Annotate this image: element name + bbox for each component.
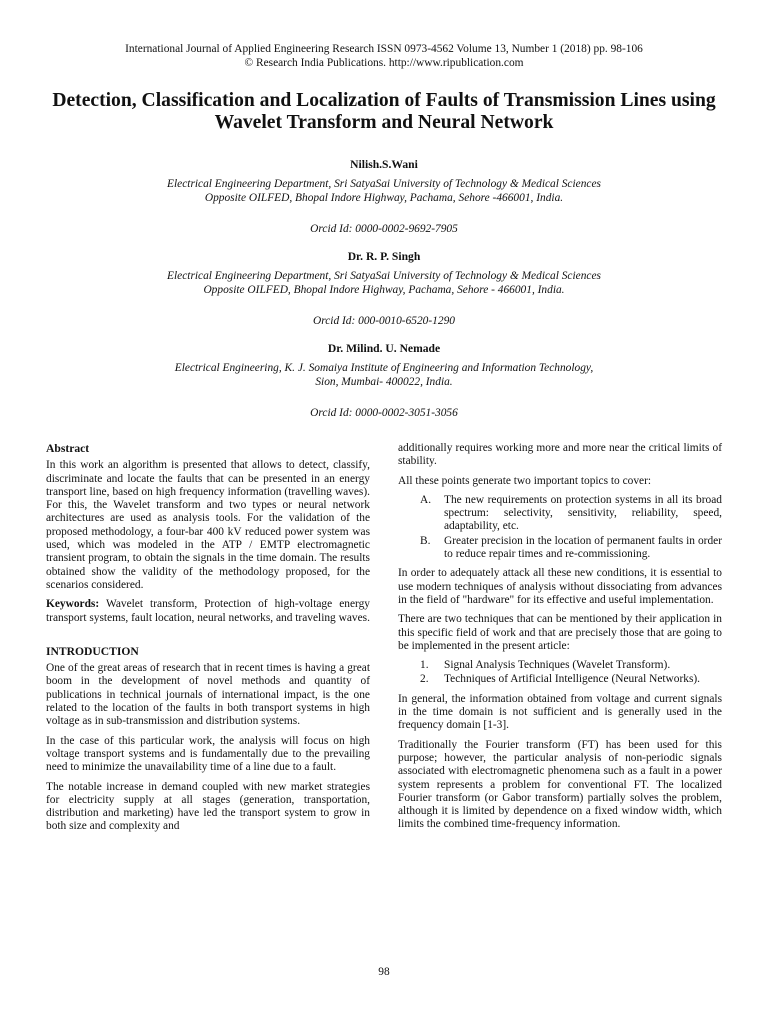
- author-block: [60, 158, 708, 434]
- body-paragraph: Traditionally the Fourier transform (FT) has been used for this purpose; however, the particular analysis of non-periodic signals associated with electromagnetic phenomena such as a fault in a power system represents a problem for conventional FT. The localized Fourier transform (or Gabor transform) partially solves the problem, although it is limited by dependence on a fixed window width, which limits the combined time-frequency information.: [398, 738, 722, 831]
- author-entry: [60, 250, 708, 328]
- keywords-text: Wavelet transform, Protection of high-voltage energy transport systems, fault location, neural networks, and traveling waves.: [46, 598, 370, 624]
- abstract-text: In this work an algorithm is presented that allows to detect, classify, discriminate and locate the faults that can be presented in an energy transport line, based on high frequency information (travelling waves). For this, the Wavelet transform and two types or neural network architectures are used as analysis tools. For the validation of the proposed methodology, a four-bar 400 kV reduced power system was used, which was modeled in the ATP / EMTP electromagnetic transient program, to obtain the signals in the time domain. The results obtained show the validity of the methodology proposed, for the scenarios considered.: [46, 459, 370, 591]
- abstract-heading: Abstract: [46, 442, 90, 455]
- author-affiliation: Electrical Engineering, K. J. Somaiya Institute of Engineering and Information Technology,: [174, 362, 594, 374]
- section-spacer: [46, 631, 370, 645]
- intro-paragraph-3: The notable increase in demand coupled with new market strategies for electricity supply at all stages (generation, transportation, distribution and marketing) have led the transport system to grow in both size and complexity and: [46, 780, 370, 833]
- author-name: Nilish.S.Wani: [350, 158, 418, 171]
- author-entry: [60, 158, 708, 236]
- author-address: Opposite OILFED, Bhopal Indore Highway, Pachama, Sehore -466001, India.: [204, 192, 564, 204]
- author-name: Dr. R. P. Singh: [347, 250, 421, 263]
- left-column: [46, 442, 370, 840]
- author-address: Opposite OILFED, Bhopal Indore Highway, Pachama, Sehore - 466001, India.: [203, 284, 565, 296]
- journal-header: [0, 42, 768, 70]
- body-paragraph: All these points generate two important topics to cover:: [398, 474, 652, 487]
- author-orcid: Orcid Id: 0000-0002-9692-7905: [310, 223, 458, 235]
- body-paragraph: additionally requires working more and more near the critical limits of stability.: [398, 442, 722, 468]
- journal-header-line-1: International Journal of Applied Engineering Research ISSN 0973-4562 Volume 13, Number 1 (2018) pp. 98-106: [125, 43, 643, 55]
- numbered-list: [398, 659, 722, 687]
- intro-paragraph-1: One of the great areas of research that in recent times is having a great boom in the development of novel methods and quantity of publications in technical journals of international impact, is the one related to the location of the faults in both transport systems in high voltage as in sub-transmission and distribution systems.: [46, 662, 370, 728]
- list-item-text: Greater precision in the location of permanent faults in order to reduce repair times and re-commissioning.: [444, 534, 722, 561]
- list-item: [398, 659, 722, 672]
- author-affiliation: Electrical Engineering Department, Sri SatyaSai University of Technology & Medical Sciences: [167, 178, 601, 190]
- lettered-list: [398, 494, 722, 561]
- list-item: [398, 673, 722, 686]
- intro-paragraph-2: In the case of this particular work, the analysis will focus on high voltage transport systems and is fundamentally due to the prevailing need to minimize the unavailability time of a line due to a fault.: [46, 734, 370, 774]
- list-marker: 1.: [420, 659, 429, 672]
- list-item: [398, 535, 722, 562]
- body-paragraph: In general, the information obtained from voltage and current signals in the time domain is not sufficient and is generally used in the frequency domain [1-3].: [398, 692, 722, 732]
- list-item-text: Signal Analysis Techniques (Wavelet Transform).: [444, 659, 671, 672]
- author-orcid: Orcid Id: 0000-0002-3051-3056: [310, 407, 458, 419]
- list-marker: A.: [420, 493, 432, 506]
- body-paragraph: In order to adequately attack all these new conditions, it is essential to use modern techniques of analysis without dissociating from advances in the field of "hardware" for its effective and useful implementation.: [398, 567, 722, 606]
- list-marker: B.: [420, 534, 431, 547]
- body-paragraph: There are two techniques that can be mentioned by their application in this specific field of work and that are precisely those that are going to be implemented in the present article:: [398, 613, 722, 652]
- list-item-text: Techniques of Artificial Intelligence (Neural Networks).: [444, 673, 701, 686]
- keywords-paragraph: [46, 598, 370, 625]
- keywords-label: Keywords:: [46, 598, 100, 611]
- author-orcid: Orcid Id: 000-0010-6520-1290: [313, 315, 455, 327]
- right-column: [398, 442, 722, 838]
- journal-header-line-2: © Research India Publications. http://www.ripublication.com: [244, 57, 524, 69]
- list-item-text: The new requirements on protection systems in all its broad spectrum: selectivity, sensitivity, reliability, speed, adaptability, etc.: [444, 493, 722, 533]
- paper-title: Detection, Classification and Localization of Faults of Transmission Lines using Wavelet Transform and Neural Network: [52, 90, 716, 133]
- list-item: [398, 494, 722, 534]
- list-marker: 2.: [420, 673, 429, 686]
- author-name: Dr. Milind. U. Nemade: [327, 342, 441, 355]
- author-address: Sion, Mumbai- 400022, India.: [315, 376, 453, 388]
- introduction-heading: INTRODUCTION: [46, 644, 139, 658]
- author-entry: [60, 342, 708, 420]
- page-number: 98: [378, 966, 390, 978]
- author-affiliation: Electrical Engineering Department, Sri SatyaSai University of Technology & Medical Sciences: [167, 270, 601, 282]
